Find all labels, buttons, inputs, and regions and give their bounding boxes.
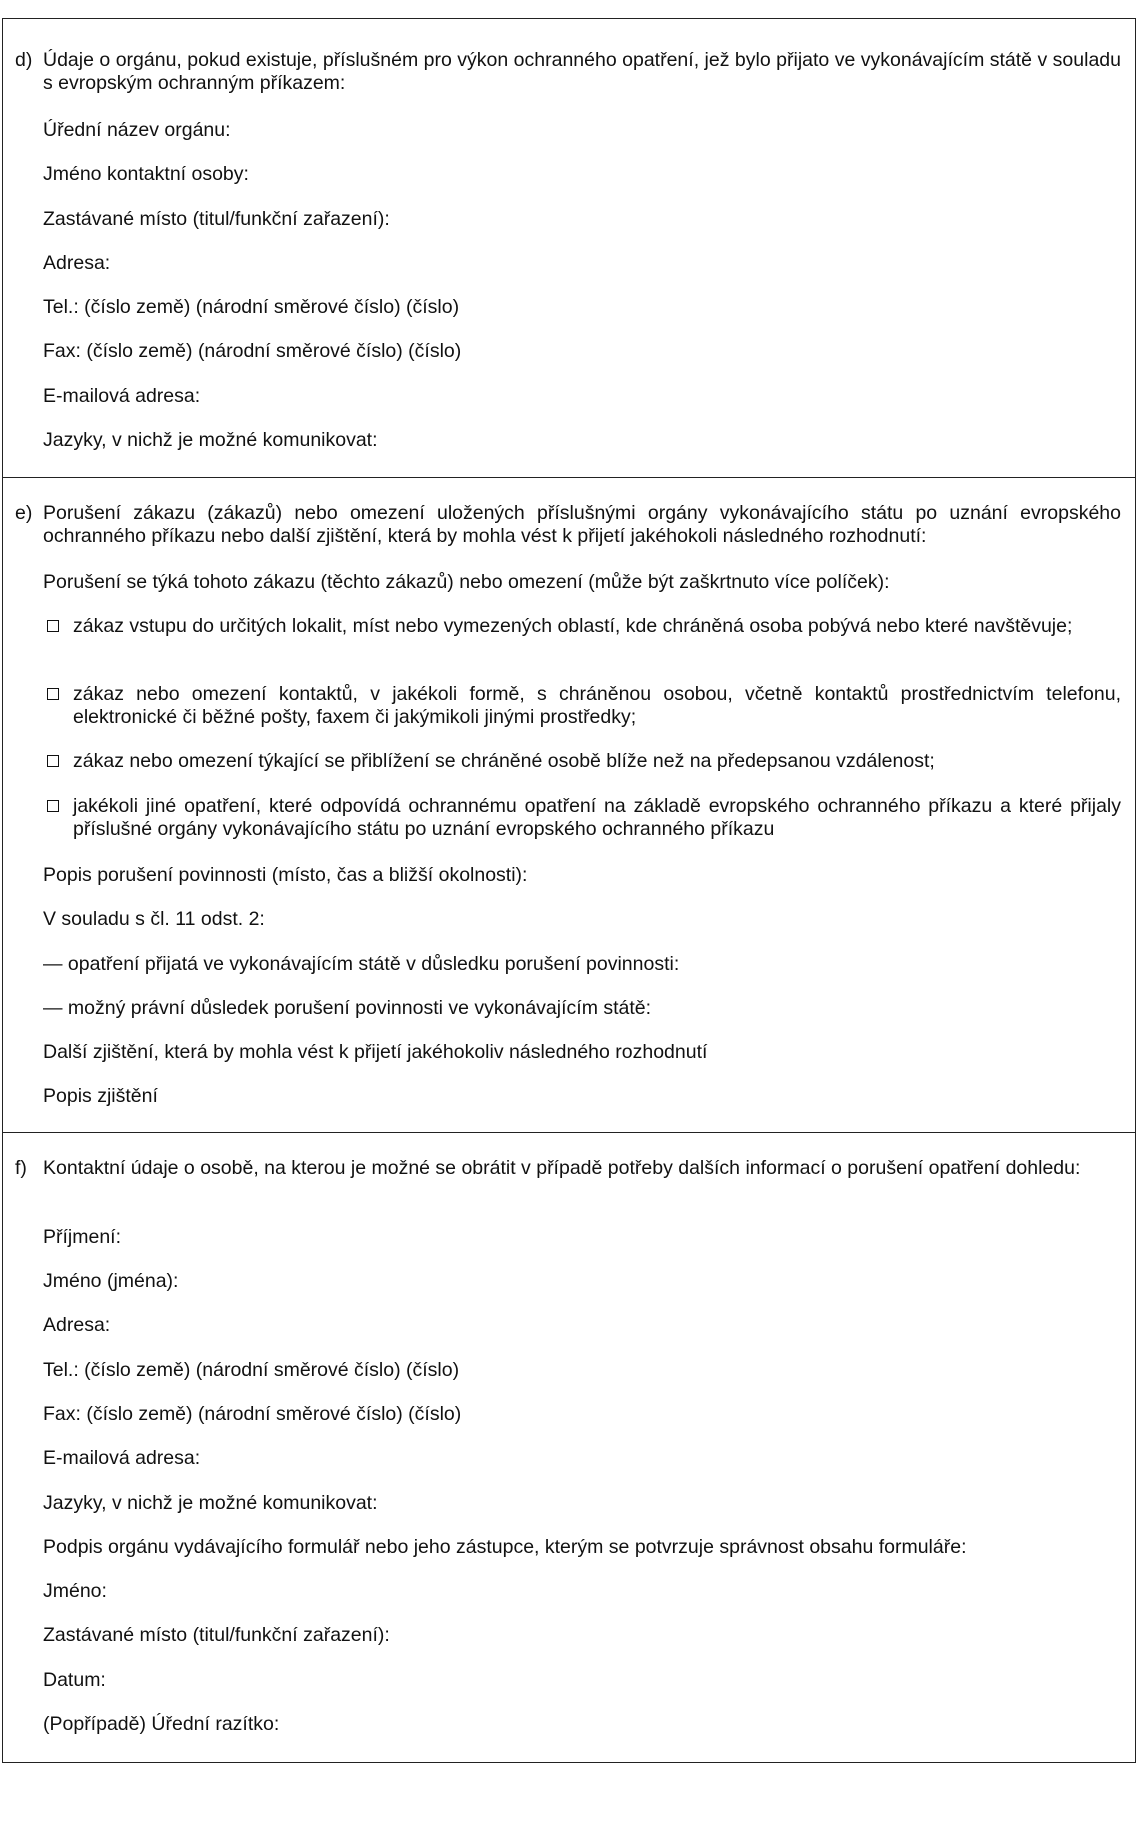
- signature-label: Podpis orgánu vydávajícího formulář nebo jeho zástupce, kterým se potvrzuje správnost obsahu formuláře:: [43, 1536, 967, 1558]
- section-e-heading: Porušení zákazu (zákazů) nebo omezení uložených příslušnými orgány vykonávajícího státu po uznání evropského ochranného příkazu nebo další zjištění, která by mohla vést k přijetí jakéhokoli následného rozhodnutí:: [43, 502, 1121, 547]
- checkbox-label: jakékoli jiné opatření, které odpovídá ochrannému opatření na základě evropského ochranného příkazu a které přijaly příslušné orgány vykonávajícího státu po uznání evropského ochranného příkazu: [73, 795, 1121, 840]
- dash-item-measures: — opatření přijatá ve vykonávajícím státě v důsledku porušení povinnosti:: [43, 953, 680, 975]
- field-email: E-mailová adresa:: [43, 385, 201, 407]
- field-date: Datum:: [43, 1669, 106, 1691]
- field-fax: Fax: (číslo země) (národní směrové číslo) (číslo): [43, 1403, 462, 1425]
- checkbox[interactable]: [47, 688, 59, 700]
- field-phone: Tel.: (číslo země) (národní směrové číslo) (číslo): [43, 1359, 460, 1381]
- section-d: [3, 19, 1135, 477]
- violation-intro: Porušení se týká tohoto zákazu (těchto zákazů) nebo omezení (může být zaškrtnuto více políček):: [43, 571, 890, 593]
- field-languages: Jazyky, v nichž je možné komunikovat:: [43, 1492, 378, 1514]
- section-f: [3, 1132, 1135, 1763]
- checkbox[interactable]: [47, 800, 59, 812]
- checkbox[interactable]: [47, 755, 59, 767]
- field-fax: Fax: (číslo země) (národní směrové číslo) (číslo): [43, 340, 462, 362]
- section-e-letter: e): [15, 502, 33, 524]
- form-frame: [2, 18, 1136, 1763]
- field-phone: Tel.: (číslo země) (národní směrové číslo) (číslo): [43, 296, 460, 318]
- field-given-names: Jméno (jména):: [43, 1270, 179, 1292]
- checkbox-label: zákaz nebo omezení týkající se přiblížení se chráněné osobě blíže než na předepsanou vzdálenost;: [73, 750, 935, 772]
- findings-description-label: Popis zjištění: [43, 1085, 158, 1107]
- field-email: E-mailová adresa:: [43, 1447, 201, 1469]
- field-position: Zastávané místo (titul/funkční zařazení):: [43, 1624, 390, 1646]
- section-f-letter: f): [15, 1157, 27, 1179]
- violation-description-label: Popis porušení povinnosti (místo, čas a bližší okolnosti):: [43, 864, 528, 886]
- field-official-stamp: (Popřípadě) Úřední razítko:: [43, 1713, 280, 1735]
- article-label: V souladu s čl. 11 odst. 2:: [43, 908, 265, 930]
- checkbox-label: zákaz nebo omezení kontaktů, v jakékoli formě, s chráněnou osobou, včetně kontaktů prostřednictvím telefonu, elektronické či běžné pošty, faxem či jakýmikoli jinými prostředky;: [73, 683, 1121, 728]
- section-f-heading: Kontaktní údaje o osobě, na kterou je možné se obrátit v případě potřeby dalších informací o porušení opatření dohledu:: [43, 1157, 1081, 1179]
- field-address: Adresa:: [43, 252, 111, 274]
- field-languages: Jazyky, v nichž je možné komunikovat:: [43, 429, 378, 451]
- field-name: Jméno:: [43, 1580, 107, 1602]
- field-official-name: Úřední název orgánu:: [43, 119, 231, 141]
- checkbox-label: zákaz vstupu do určitých lokalit, míst nebo vymezených oblastí, kde chráněná osoba pobývá nebo které navštěvuje;: [73, 615, 1073, 637]
- other-findings-label: Další zjištění, která by mohla vést k přijetí jakéhokoliv následného rozhodnutí: [43, 1041, 708, 1063]
- section-d-heading: Údaje o orgánu, pokud existuje, příslušném pro výkon ochranného opatření, jež bylo přijato ve vykonávajícím státě v souladu s evropským ochranným příkazem:: [43, 49, 1121, 94]
- checkbox[interactable]: [47, 620, 59, 632]
- field-address: Adresa:: [43, 1314, 111, 1336]
- dash-item-consequence: — možný právní důsledek porušení povinnosti ve vykonávajícím státě:: [43, 997, 652, 1019]
- field-position: Zastávané místo (titul/funkční zařazení):: [43, 208, 390, 230]
- section-e: [3, 477, 1135, 1133]
- field-surname: Příjmení:: [43, 1226, 122, 1248]
- section-d-letter: d): [15, 49, 33, 71]
- field-contact-person: Jméno kontaktní osoby:: [43, 163, 249, 185]
